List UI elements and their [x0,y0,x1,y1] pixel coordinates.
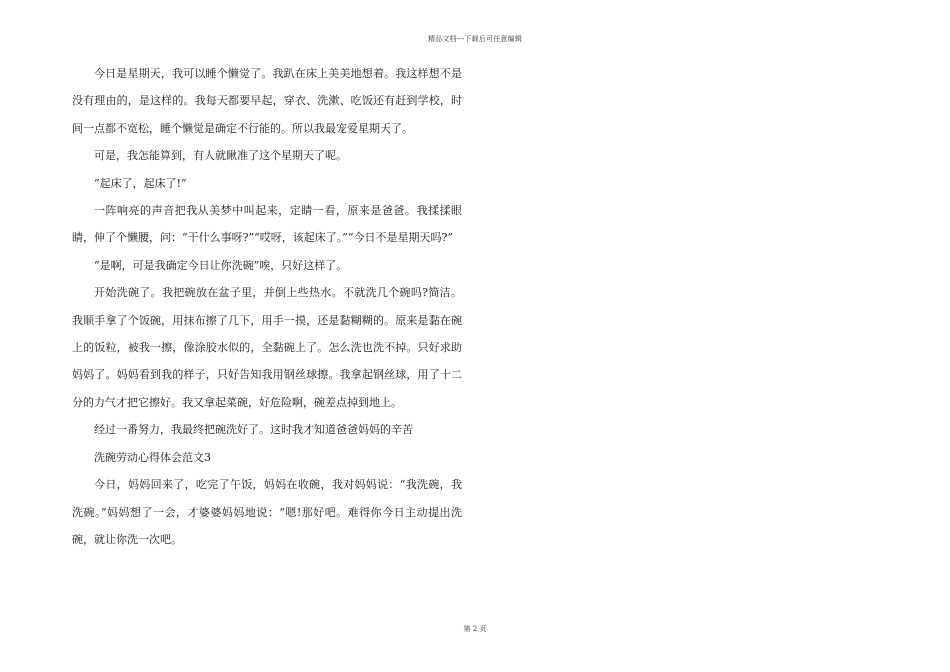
paragraph-8: 今日，妈妈回来了，吃完了午饭，妈妈在收碗，我对妈妈说：“我洗碗，我洗碗。”妈妈想了一会，才婆婆妈妈地说：“嗯!那好吧。难得你今日主动提出洗碗，就让你洗一次吧。 [72,478,462,546]
page-header: 精品文档---下载后可任意编辑 [427,35,523,43]
page-number: 第 2 页 [463,625,487,633]
paragraph-1: 今日是星期天，我可以睡个懒觉了。我趴在床上美美地想着。我这样想不是没有理由的，是这样的。我每天都要早起，穿衣、洗漱、吃饭还有赶到学校，时间一点都不宽松，睡个懒觉是确定不行能的。所以我最宠爱星期天了。 [72,67,462,135]
paragraph-6: 开始洗碗了。我把碗放在盆子里，并倒上些热水。不就洗几个碗吗?简洁。我顺手拿了个饭碗，用抹布擦了几下，用手一摸，还是黏糊糊的。原来是黏在碗上的饭粒，被我一擦，像涂胶水似的，全黏碗上了。怎么洗也洗不掉。只好求助妈妈了。妈妈看到我的样子，只好告知我用钢丝球擦。我拿起钢丝球，用了十二分的力气才把它擦好。我又拿起菜碗，好危险啊，碗差点掉到地上。 [72,286,462,409]
paragraph-5: “是啊，可是我确定今日让你洗碗”唉，只好这样了。 [94,258,348,272]
section-heading: 洗碗劳动心得体会范文3 [94,450,211,464]
paragraph-2: 可是，我怎能算到，有人就瞅准了这个星期天了呢。 [94,149,347,163]
document-body [72,60,462,553]
paragraph-4: 一阵响亮的声音把我从美梦中叫起来，定睛一看，原来是爸爸。我揉揉眼睛，伸了个懒腰，问：“干什么事呀?”“哎呀，该起床了。”“今日不是星期天吗?” [72,204,462,245]
paragraph-3: “起床了，起床了!” [94,176,187,190]
paragraph-7: 经过一番努力，我最终把碗洗好了。这时我才知道爸爸妈妈的辛苦 [94,423,413,437]
